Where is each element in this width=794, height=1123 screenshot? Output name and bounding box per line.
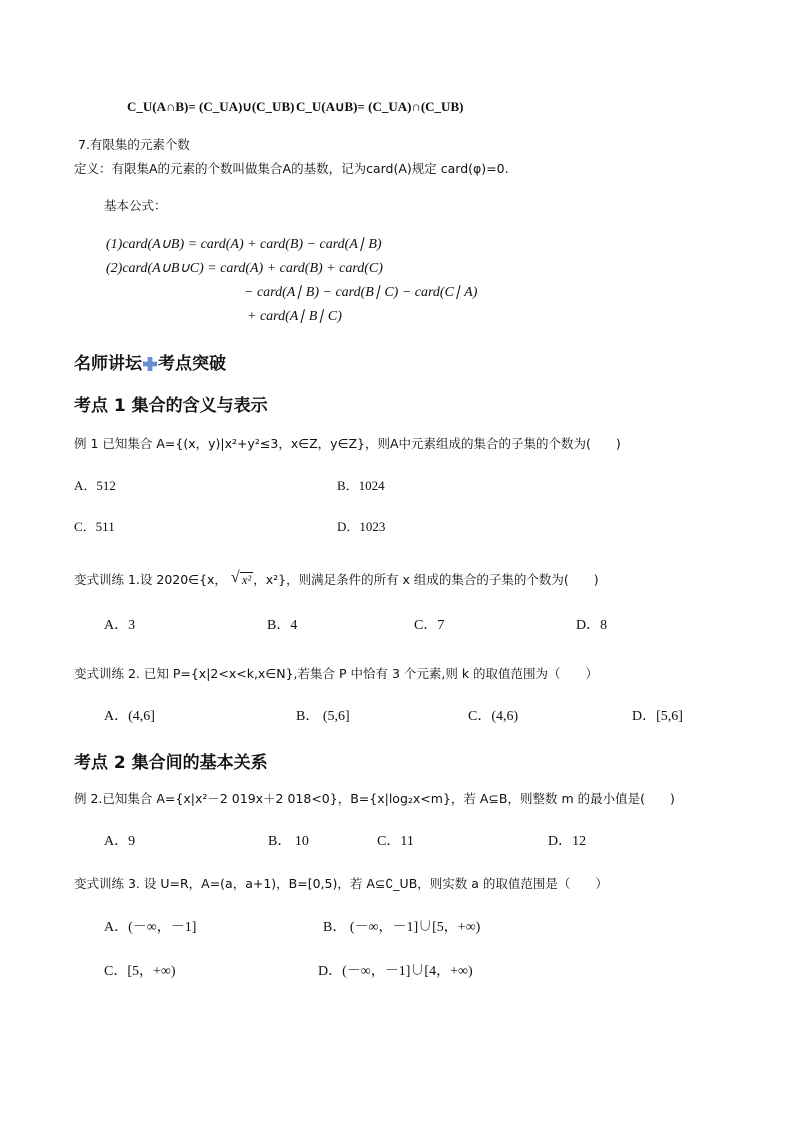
complement-formula-intersection: C_U(A∩B)= (C_UA)∪(C_UB) bbox=[127, 99, 295, 114]
sqrt-radicand: x² bbox=[241, 573, 252, 587]
training-1-stem-suffix: ，x²}，则满足条件的所有 x 组成的集合的子集的个数为( ) bbox=[253, 572, 599, 587]
training-1-option-d[interactable]: D．8 bbox=[576, 618, 608, 633]
training-3-option-a[interactable]: A．(－∞，－1] bbox=[104, 920, 197, 935]
training-3-option-b[interactable]: B． (－∞，－1]∪[5，+∞) bbox=[323, 920, 481, 935]
cross-badge-icon bbox=[143, 357, 157, 371]
example-1-option-b[interactable]: B．1024 bbox=[337, 478, 385, 493]
card-definition: 定义：有限集A的元素的个数叫做集合A的基数，记为card(A)规定 card(φ)=0. bbox=[74, 161, 509, 176]
training-1-stem-prefix: 变式训练 1.设 2020∈{x， bbox=[74, 572, 227, 587]
training-3-option-c[interactable]: C．[5，+∞) bbox=[104, 964, 176, 979]
training-1-option-a[interactable]: A．3 bbox=[104, 618, 136, 633]
card-formula-2: (2)card(A∪B∪C) = card(A) + card(B) + card(C) bbox=[106, 261, 383, 276]
kaodian-1-title: 考点 1 集合的含义与表示 bbox=[74, 396, 268, 416]
example-2-option-b[interactable]: B． 10 bbox=[268, 834, 309, 849]
card-formula-1: (1)card(A∪B) = card(A) + card(B) − card(A∣ B) bbox=[106, 237, 382, 252]
training-3-stem: 变式训练 3. 设 U=R，A=(a，a+1)，B=[0,5)，若 A⊆∁_UB，则实数 a 的取值范围是（ ） bbox=[74, 876, 608, 891]
training-2-stem: 变式训练 2. 已知 P={x|2<x<k,x∈N},若集合 P 中恰有 3 个元素,则 k 的取值范围为（ ） bbox=[74, 666, 599, 681]
basic-formula-label: 基本公式： bbox=[104, 198, 167, 213]
example-2-stem: 例 2.已知集合 A={x|x²－2 019x＋2 018<0}，B={x|log₂x<m}，若 A⊆B，则整数 m 的最小值是( ) bbox=[74, 791, 675, 806]
training-1-stem bbox=[74, 570, 599, 588]
example-2-option-d[interactable]: D．12 bbox=[548, 834, 587, 849]
sqrt-icon: √ bbox=[230, 569, 240, 586]
training-1-option-c[interactable]: C．7 bbox=[414, 618, 445, 633]
training-2-option-d[interactable]: D．[5,6] bbox=[632, 709, 683, 724]
card-formula-3: − card(A∣ B) − card(B∣ C) − card(C∣ A) bbox=[244, 285, 478, 300]
section-heading-finite-set: 7.有限集的元素个数 bbox=[78, 137, 190, 152]
example-1-option-c[interactable]: C．511 bbox=[74, 519, 115, 534]
example-1-option-d[interactable]: D．1023 bbox=[337, 519, 386, 534]
banner-title bbox=[74, 349, 226, 374]
example-1-stem: 例 1 已知集合 A={(x，y)|x²+y²≤3，x∈Z，y∈Z}，则A中元素组成的集合的子集的个数为( ) bbox=[74, 436, 621, 451]
card-formula-4: + card(A∣ B∣ C) bbox=[247, 309, 342, 324]
training-2-option-c[interactable]: C．(4,6) bbox=[468, 709, 519, 724]
training-3-option-d[interactable]: D．(－∞，－1]∪[4，+∞) bbox=[318, 964, 473, 979]
complement-formula-union: C_U(A∪B)= (C_UA)∩(C_UB) bbox=[296, 99, 464, 114]
example-2-option-c[interactable]: C．11 bbox=[377, 834, 414, 849]
training-2-option-a[interactable]: A．(4,6] bbox=[104, 709, 155, 724]
example-1-option-a[interactable]: A．512 bbox=[74, 478, 116, 493]
sqrt-expression bbox=[230, 569, 253, 588]
kaodian-2-title: 考点 2 集合间的基本关系 bbox=[74, 753, 268, 773]
banner-right-text: 考点突破 bbox=[158, 354, 226, 374]
training-2-option-b[interactable]: B． (5,6] bbox=[296, 709, 350, 724]
example-2-option-a[interactable]: A．9 bbox=[104, 834, 136, 849]
training-1-option-b[interactable]: B．4 bbox=[267, 618, 298, 633]
banner-left-text: 名师讲坛 bbox=[74, 354, 142, 374]
